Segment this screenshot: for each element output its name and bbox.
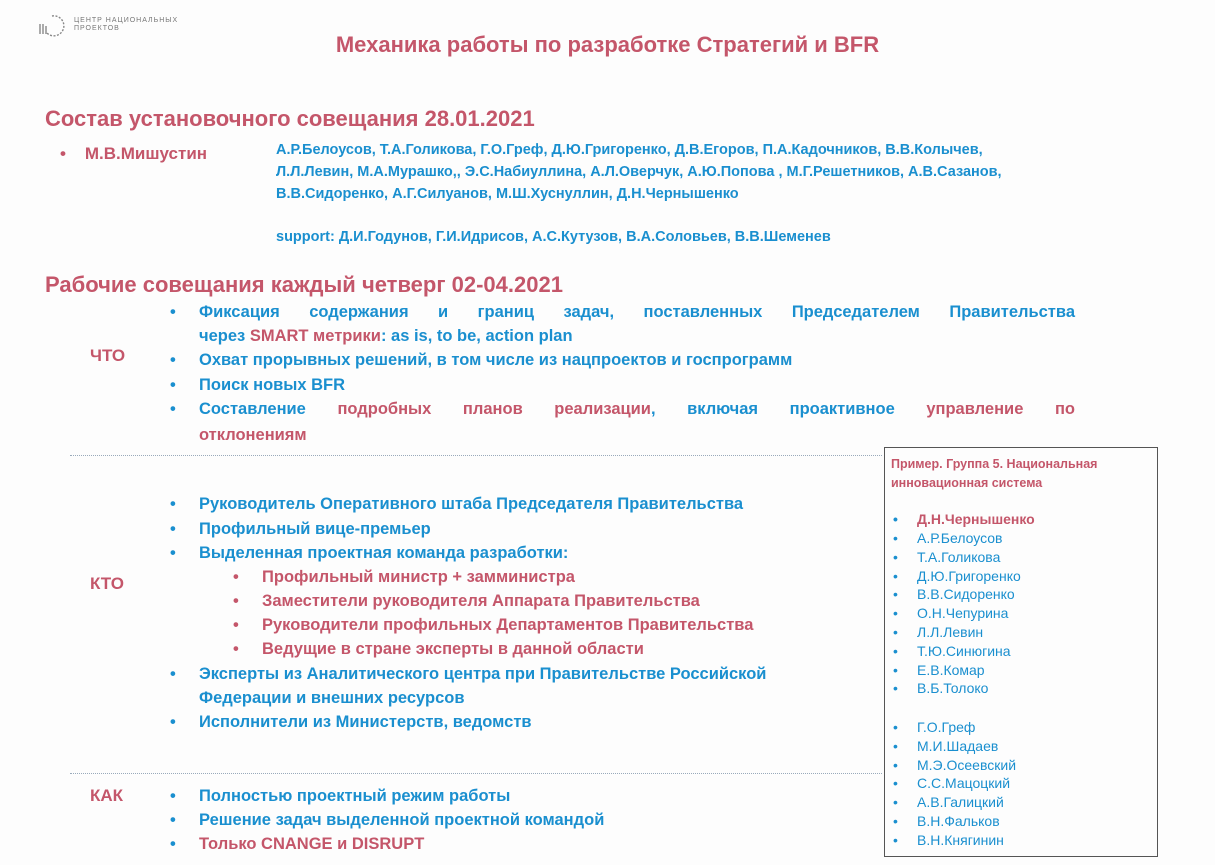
example-member: • А.Р.Белоусов bbox=[893, 529, 1003, 548]
logo-text: ПРОЕКТОВ bbox=[74, 25, 120, 32]
example-member: • В.Б.Толоко bbox=[893, 679, 988, 698]
what-item: • Фиксация содержания и границ задач, поставленных Председателем Правительства bbox=[170, 300, 1075, 324]
example-lead: • Д.Н.Чернышенко bbox=[893, 510, 1035, 529]
logo-text: ЦЕНТР НАЦИОНАЛЬНЫХ bbox=[74, 17, 179, 24]
who-item: • Профильный вице-премьер bbox=[170, 517, 1075, 541]
example-member: • А.В.Галицкий bbox=[893, 793, 1004, 812]
example-member: • Л.Л.Левин bbox=[893, 623, 983, 642]
example-member: • Т.Ю.Синюгина bbox=[893, 642, 1011, 661]
example-member: • В.Н.Фальков bbox=[893, 812, 1000, 831]
how-item: • Только CNANGE и DISRUPT bbox=[170, 832, 1075, 856]
how-label: КАК bbox=[90, 786, 124, 805]
example-member: • Е.В.Комар bbox=[893, 661, 985, 680]
divider bbox=[70, 773, 882, 774]
who-item: • Выделенная проектная команда разработки: bbox=[170, 541, 1075, 565]
chair-label: М.В.Мишустин bbox=[84, 144, 208, 163]
text: : as is, to be, action plan bbox=[380, 327, 573, 345]
members-line: А.Р.Белоусов, Т.А.Голикова, Г.О.Греф, Д.Ю.Григоренко, Д.В.Егоров, П.А.Кадочников, В.В.Колычев, bbox=[276, 142, 983, 158]
who-item-cont: Федерации и внешних ресурсов bbox=[199, 689, 465, 707]
working-heading: Рабочие совещания каждый четверг 02-04.2021 bbox=[45, 272, 563, 297]
text: инновационная система bbox=[891, 476, 1043, 490]
example-box bbox=[884, 447, 1158, 857]
divider bbox=[70, 455, 882, 456]
example-member: • В.Н.Княгинин bbox=[893, 831, 1004, 850]
meeting-heading: Состав установочного совещания 28.01.2021 bbox=[45, 106, 535, 131]
chair-name: • М.В.Мишустин bbox=[60, 144, 208, 163]
how-item: • Полностью проектный режим работы bbox=[170, 784, 1075, 808]
members-line: В.В.Сидоренко, А.Г.Силуанов, М.Ш.Хуснуллин, Д.Н.Чернышенко bbox=[276, 186, 739, 202]
example-heading bbox=[891, 455, 1097, 493]
example-member: • М.И.Шадаев bbox=[893, 737, 998, 756]
what-item: • Поиск новых BFR bbox=[170, 373, 1075, 397]
example-member: • Д.Ю.Григоренко bbox=[893, 567, 1021, 586]
what-item bbox=[170, 397, 1075, 421]
who-label: КТО bbox=[90, 574, 124, 593]
what-item: • Охват прорывных решений, в том числе из нацпроектов и госпрограмм bbox=[170, 348, 1075, 372]
text: управление по bbox=[926, 400, 1075, 418]
text: Составление bbox=[199, 400, 338, 418]
who-sub-item: • Профильный министр + замминистра bbox=[233, 565, 575, 589]
text: подробных планов реализации bbox=[337, 400, 651, 418]
members-list bbox=[276, 139, 1161, 205]
who-sub-item: • Заместители руководителя Аппарата Правительства bbox=[233, 589, 700, 613]
text: , включая проактивное bbox=[650, 400, 927, 418]
how-item: • Решение задач выделенной проектной командой bbox=[170, 808, 1075, 832]
text: SMART метрики bbox=[249, 327, 381, 345]
what-label: ЧТО bbox=[90, 346, 126, 365]
text: Пример. Группа 5. Национальная bbox=[891, 457, 1098, 471]
support-list: support: Д.И.Годунов, Г.И.Идрисов, А.С.Кутузов, В.А.Соловьев, В.В.Шеменев bbox=[276, 229, 831, 245]
who-sub-item: • Руководители профильных Департаментов Правительства bbox=[233, 613, 753, 637]
what-item-cont bbox=[199, 324, 573, 348]
page-title: Механика работы по разработке Стратегий и BFR bbox=[335, 32, 880, 57]
example-member: • О.Н.Чепурина bbox=[893, 604, 1008, 623]
example-member: • С.С.Мацоцкий bbox=[893, 774, 1010, 793]
text: через bbox=[199, 327, 250, 345]
who-item: • Эксперты из Аналитического центра при Правительстве Российской bbox=[170, 662, 890, 686]
who-sub-item: • Ведущие в стране эксперты в данной области bbox=[233, 637, 644, 661]
example-member: • В.В.Сидоренко bbox=[893, 585, 1015, 604]
who-item: • Исполнители из Министерств, ведомств bbox=[170, 710, 1075, 734]
example-member: • М.Э.Осеевский bbox=[893, 756, 1016, 775]
example-member: • Т.А.Голикова bbox=[893, 548, 1000, 567]
what-item-cont: отклонениям bbox=[199, 426, 307, 444]
example-member: • Г.О.Греф bbox=[893, 718, 975, 737]
members-line: Л.Л.Левин, М.А.Мурашко,, Э.С.Набиуллина, А.Л.Оверчук, А.Ю.Попова , М.Г.Решетников, А.В.Сазанов, bbox=[276, 164, 1002, 180]
who-item: • Руководитель Оперативного штаба Председателя Правительства bbox=[170, 492, 1075, 516]
